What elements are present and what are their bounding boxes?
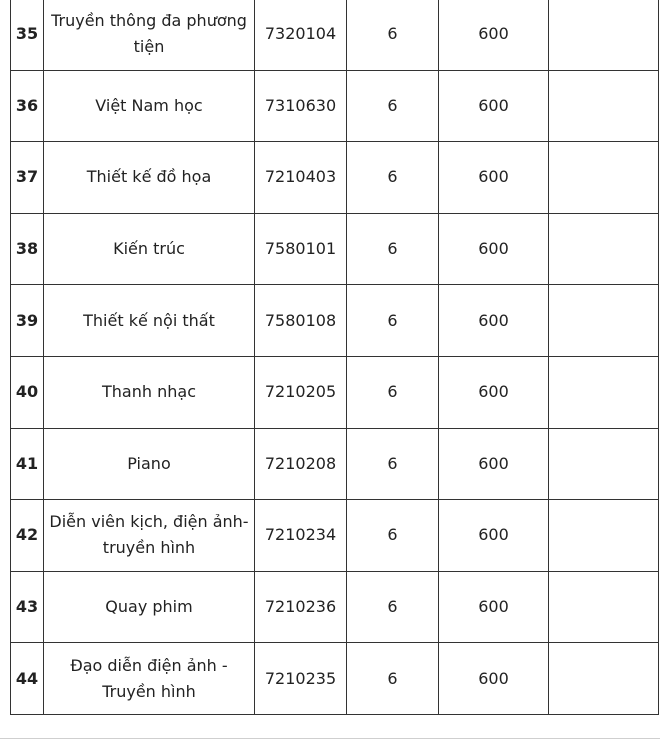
major-code-cell: 7580108: [255, 285, 347, 357]
table-row: [11, 500, 659, 572]
note-cell: [549, 643, 659, 715]
major-code-cell: 7320104: [255, 0, 347, 70]
major-name-cell: Thiết kế nội thất: [44, 285, 255, 357]
row-number-cell: 42: [11, 500, 44, 572]
major-name-cell: Piano: [44, 428, 255, 500]
note-cell: [549, 571, 659, 643]
major-code-cell: 7210205: [255, 356, 347, 428]
quota-cell: 600: [439, 571, 549, 643]
major-name-cell: Thanh nhạc: [44, 356, 255, 428]
note-cell: [549, 285, 659, 357]
table-body: [11, 0, 659, 714]
quota-cell: 600: [439, 643, 549, 715]
major-name-cell: Kiến trúc: [44, 213, 255, 285]
years-cell: 6: [347, 285, 439, 357]
major-name-cell: Diễn viên kịch, điện ảnh- truyền hình: [44, 500, 255, 572]
major-code-cell: 7580101: [255, 213, 347, 285]
years-cell: 6: [347, 356, 439, 428]
note-cell: [549, 356, 659, 428]
years-cell: 6: [347, 142, 439, 214]
major-name-cell: Quay phim: [44, 571, 255, 643]
quota-cell: 600: [439, 500, 549, 572]
row-number-cell: 39: [11, 285, 44, 357]
major-code-cell: 7210234: [255, 500, 347, 572]
major-name-cell: Truyền thông đa phương tiện: [44, 0, 255, 70]
table-row: [11, 571, 659, 643]
row-number-cell: 37: [11, 142, 44, 214]
note-cell: [549, 428, 659, 500]
quota-cell: 600: [439, 213, 549, 285]
major-code-cell: 7210236: [255, 571, 347, 643]
row-number-cell: 44: [11, 643, 44, 715]
quota-cell: 600: [439, 285, 549, 357]
major-name-cell: Việt Nam học: [44, 70, 255, 142]
row-number-cell: 43: [11, 571, 44, 643]
note-cell: [549, 70, 659, 142]
table-row: [11, 0, 659, 70]
note-cell: [549, 213, 659, 285]
table-row: [11, 428, 659, 500]
majors-table: [10, 0, 659, 715]
quota-cell: 600: [439, 356, 549, 428]
row-number-cell: 36: [11, 70, 44, 142]
table-row: [11, 643, 659, 715]
major-name-cell: Thiết kế đồ họa: [44, 142, 255, 214]
row-number-cell: 41: [11, 428, 44, 500]
major-code-cell: 7310630: [255, 70, 347, 142]
major-code-cell: 7210403: [255, 142, 347, 214]
years-cell: 6: [347, 643, 439, 715]
years-cell: 6: [347, 70, 439, 142]
quota-cell: 600: [439, 428, 549, 500]
major-code-cell: 7210235: [255, 643, 347, 715]
years-cell: 6: [347, 500, 439, 572]
years-cell: 6: [347, 0, 439, 70]
table-row: [11, 285, 659, 357]
quota-cell: 600: [439, 0, 549, 70]
row-number-cell: 35: [11, 0, 44, 70]
years-cell: 6: [347, 213, 439, 285]
note-cell: [549, 0, 659, 70]
row-number-cell: 38: [11, 213, 44, 285]
note-cell: [549, 142, 659, 214]
quota-cell: 600: [439, 142, 549, 214]
bottom-divider: [0, 738, 660, 739]
note-cell: [549, 500, 659, 572]
years-cell: 6: [347, 571, 439, 643]
row-number-cell: 40: [11, 356, 44, 428]
table-row: [11, 70, 659, 142]
table-row: [11, 142, 659, 214]
major-name-cell: Đạo diễn điện ảnh - Truyền hình: [44, 643, 255, 715]
table-row: [11, 213, 659, 285]
quota-cell: 600: [439, 70, 549, 142]
major-code-cell: 7210208: [255, 428, 347, 500]
years-cell: 6: [347, 428, 439, 500]
table-row: [11, 356, 659, 428]
